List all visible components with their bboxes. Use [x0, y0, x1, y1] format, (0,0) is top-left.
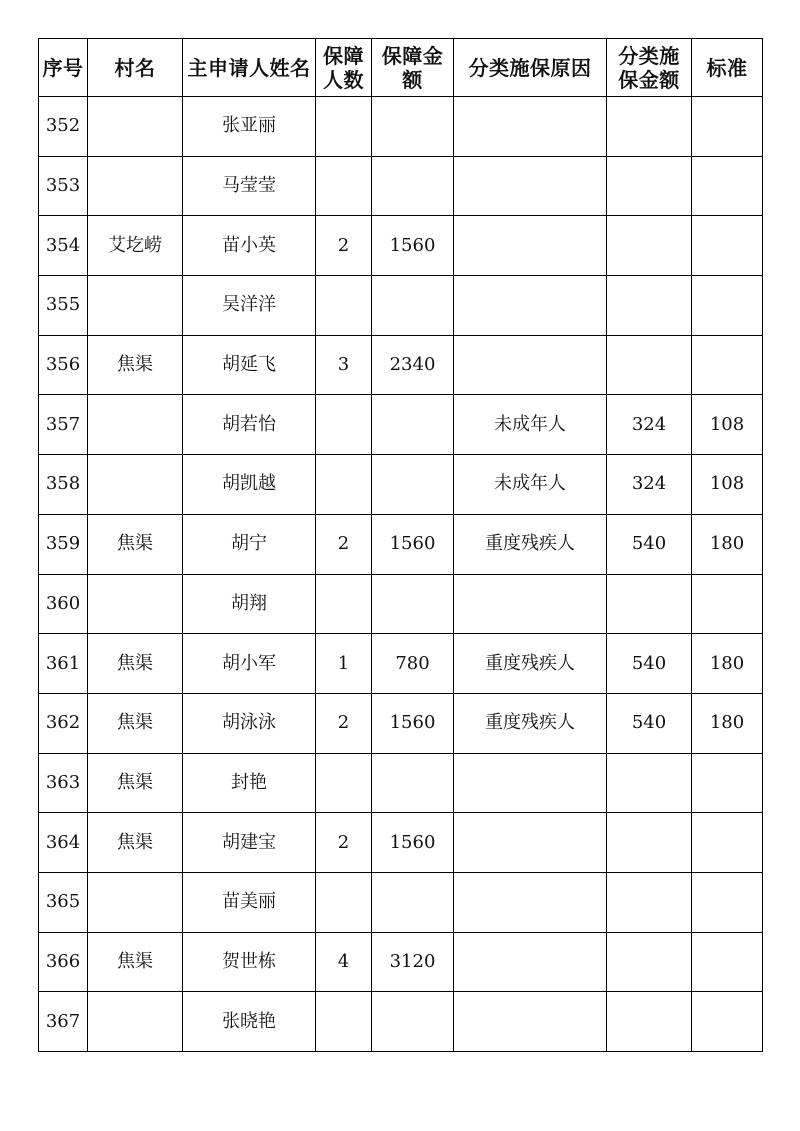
- cell-no: 363: [39, 753, 88, 813]
- cell-persons: 4: [316, 932, 372, 992]
- cell-persons: [316, 395, 372, 455]
- cell-applicant: 苗小英: [183, 216, 316, 276]
- cell-village: [88, 872, 183, 932]
- cell-no: 357: [39, 395, 88, 455]
- cell-reason: [454, 753, 607, 813]
- cell-village: [88, 276, 183, 336]
- cell-standard: [692, 216, 763, 276]
- cell-applicant: 胡宁: [183, 514, 316, 574]
- table-row: [39, 514, 763, 574]
- table-row: [39, 634, 763, 694]
- cell-village: 焦渠: [88, 335, 183, 395]
- cell-no: 355: [39, 276, 88, 336]
- cell-amount: 1560: [372, 693, 454, 753]
- cell-standard: [692, 97, 763, 157]
- table-row: [39, 97, 763, 157]
- cell-applicant: 张亚丽: [183, 97, 316, 157]
- cell-amount: [372, 574, 454, 634]
- cell-applicant: 封艳: [183, 753, 316, 813]
- header-class-amount: 分类施保金额: [607, 39, 692, 97]
- cell-class-amount: [607, 574, 692, 634]
- cell-amount: [372, 455, 454, 515]
- header-amount: 保障金额: [372, 39, 454, 97]
- cell-applicant: 马莹莹: [183, 156, 316, 216]
- cell-standard: 108: [692, 455, 763, 515]
- table-row: [39, 276, 763, 336]
- cell-village: [88, 395, 183, 455]
- cell-persons: [316, 156, 372, 216]
- cell-class-amount: [607, 335, 692, 395]
- cell-reason: [454, 813, 607, 873]
- cell-applicant: 胡翔: [183, 574, 316, 634]
- table-row: [39, 693, 763, 753]
- cell-standard: 180: [692, 514, 763, 574]
- cell-no: 352: [39, 97, 88, 157]
- cell-class-amount: 540: [607, 634, 692, 694]
- cell-standard: 180: [692, 634, 763, 694]
- cell-village: 焦渠: [88, 753, 183, 813]
- cell-applicant: 胡延飞: [183, 335, 316, 395]
- header-persons: 保障人数: [316, 39, 372, 97]
- cell-reason: 重度残疾人: [454, 514, 607, 574]
- cell-class-amount: [607, 932, 692, 992]
- cell-village: 艾圪崂: [88, 216, 183, 276]
- cell-amount: [372, 276, 454, 336]
- cell-reason: [454, 216, 607, 276]
- table-row: [39, 335, 763, 395]
- cell-class-amount: [607, 276, 692, 336]
- cell-reason: [454, 932, 607, 992]
- cell-class-amount: 540: [607, 693, 692, 753]
- cell-village: 焦渠: [88, 634, 183, 694]
- cell-standard: [692, 992, 763, 1052]
- cell-village: 焦渠: [88, 693, 183, 753]
- cell-applicant: 胡泳泳: [183, 693, 316, 753]
- cell-persons: [316, 455, 372, 515]
- cell-class-amount: 324: [607, 395, 692, 455]
- cell-village: [88, 97, 183, 157]
- table-row: [39, 574, 763, 634]
- cell-village: 焦渠: [88, 932, 183, 992]
- cell-no: 362: [39, 693, 88, 753]
- cell-class-amount: [607, 156, 692, 216]
- cell-standard: [692, 872, 763, 932]
- cell-amount: [372, 992, 454, 1052]
- cell-persons: 2: [316, 514, 372, 574]
- cell-village: [88, 156, 183, 216]
- table-row: [39, 932, 763, 992]
- table-row: [39, 992, 763, 1052]
- cell-amount: 2340: [372, 335, 454, 395]
- cell-standard: [692, 932, 763, 992]
- cell-village: [88, 992, 183, 1052]
- table-row: [39, 455, 763, 515]
- table-row: [39, 216, 763, 276]
- cell-standard: [692, 156, 763, 216]
- cell-reason: [454, 276, 607, 336]
- cell-no: 354: [39, 216, 88, 276]
- header-standard: 标准: [692, 39, 763, 97]
- cell-persons: [316, 753, 372, 813]
- table-body: [39, 97, 763, 1052]
- cell-standard: [692, 574, 763, 634]
- cell-no: 353: [39, 156, 88, 216]
- cell-applicant: 贺世栋: [183, 932, 316, 992]
- cell-no: 358: [39, 455, 88, 515]
- cell-standard: 108: [692, 395, 763, 455]
- cell-persons: 2: [316, 216, 372, 276]
- cell-amount: 1560: [372, 813, 454, 873]
- cell-class-amount: 324: [607, 455, 692, 515]
- cell-class-amount: [607, 872, 692, 932]
- cell-applicant: 胡建宝: [183, 813, 316, 873]
- cell-reason: [454, 992, 607, 1052]
- cell-applicant: 胡若怡: [183, 395, 316, 455]
- cell-standard: [692, 813, 763, 873]
- cell-persons: [316, 992, 372, 1052]
- cell-applicant: 吴洋洋: [183, 276, 316, 336]
- cell-village: [88, 574, 183, 634]
- header-village: 村名: [88, 39, 183, 97]
- cell-persons: 2: [316, 813, 372, 873]
- cell-class-amount: [607, 97, 692, 157]
- cell-village: 焦渠: [88, 813, 183, 873]
- cell-amount: 780: [372, 634, 454, 694]
- cell-persons: [316, 97, 372, 157]
- cell-persons: [316, 276, 372, 336]
- cell-persons: [316, 872, 372, 932]
- cell-village: 焦渠: [88, 514, 183, 574]
- cell-amount: [372, 156, 454, 216]
- cell-amount: [372, 872, 454, 932]
- cell-class-amount: 540: [607, 514, 692, 574]
- cell-amount: 1560: [372, 216, 454, 276]
- table-row: [39, 872, 763, 932]
- cell-applicant: 张晓艳: [183, 992, 316, 1052]
- cell-persons: 3: [316, 335, 372, 395]
- cell-reason: [454, 97, 607, 157]
- cell-reason: [454, 574, 607, 634]
- cell-class-amount: [607, 753, 692, 813]
- cell-reason: 重度残疾人: [454, 634, 607, 694]
- cell-standard: [692, 276, 763, 336]
- cell-no: 361: [39, 634, 88, 694]
- cell-standard: [692, 753, 763, 813]
- cell-no: 364: [39, 813, 88, 873]
- cell-amount: 3120: [372, 932, 454, 992]
- cell-applicant: 苗美丽: [183, 872, 316, 932]
- header-applicant: 主申请人姓名: [183, 39, 316, 97]
- cell-class-amount: [607, 216, 692, 276]
- cell-reason: [454, 872, 607, 932]
- cell-amount: [372, 97, 454, 157]
- cell-reason: [454, 156, 607, 216]
- cell-reason: 未成年人: [454, 395, 607, 455]
- cell-standard: 180: [692, 693, 763, 753]
- cell-no: 365: [39, 872, 88, 932]
- cell-no: 360: [39, 574, 88, 634]
- cell-reason: 未成年人: [454, 455, 607, 515]
- cell-class-amount: [607, 813, 692, 873]
- cell-applicant: 胡小军: [183, 634, 316, 694]
- cell-persons: 1: [316, 634, 372, 694]
- header-reason: 分类施保原因: [454, 39, 607, 97]
- table-row: [39, 753, 763, 813]
- cell-standard: [692, 335, 763, 395]
- cell-persons: [316, 574, 372, 634]
- cell-amount: 1560: [372, 514, 454, 574]
- cell-class-amount: [607, 992, 692, 1052]
- cell-amount: [372, 395, 454, 455]
- table-row: [39, 395, 763, 455]
- cell-applicant: 胡凯越: [183, 455, 316, 515]
- cell-no: 359: [39, 514, 88, 574]
- cell-no: 356: [39, 335, 88, 395]
- cell-reason: 重度残疾人: [454, 693, 607, 753]
- cell-no: 367: [39, 992, 88, 1052]
- header-row: [39, 39, 763, 97]
- relief-table: [38, 38, 763, 1052]
- table-row: [39, 156, 763, 216]
- header-no: 序号: [39, 39, 88, 97]
- cell-amount: [372, 753, 454, 813]
- cell-reason: [454, 335, 607, 395]
- cell-village: [88, 455, 183, 515]
- table-row: [39, 813, 763, 873]
- cell-persons: 2: [316, 693, 372, 753]
- cell-no: 366: [39, 932, 88, 992]
